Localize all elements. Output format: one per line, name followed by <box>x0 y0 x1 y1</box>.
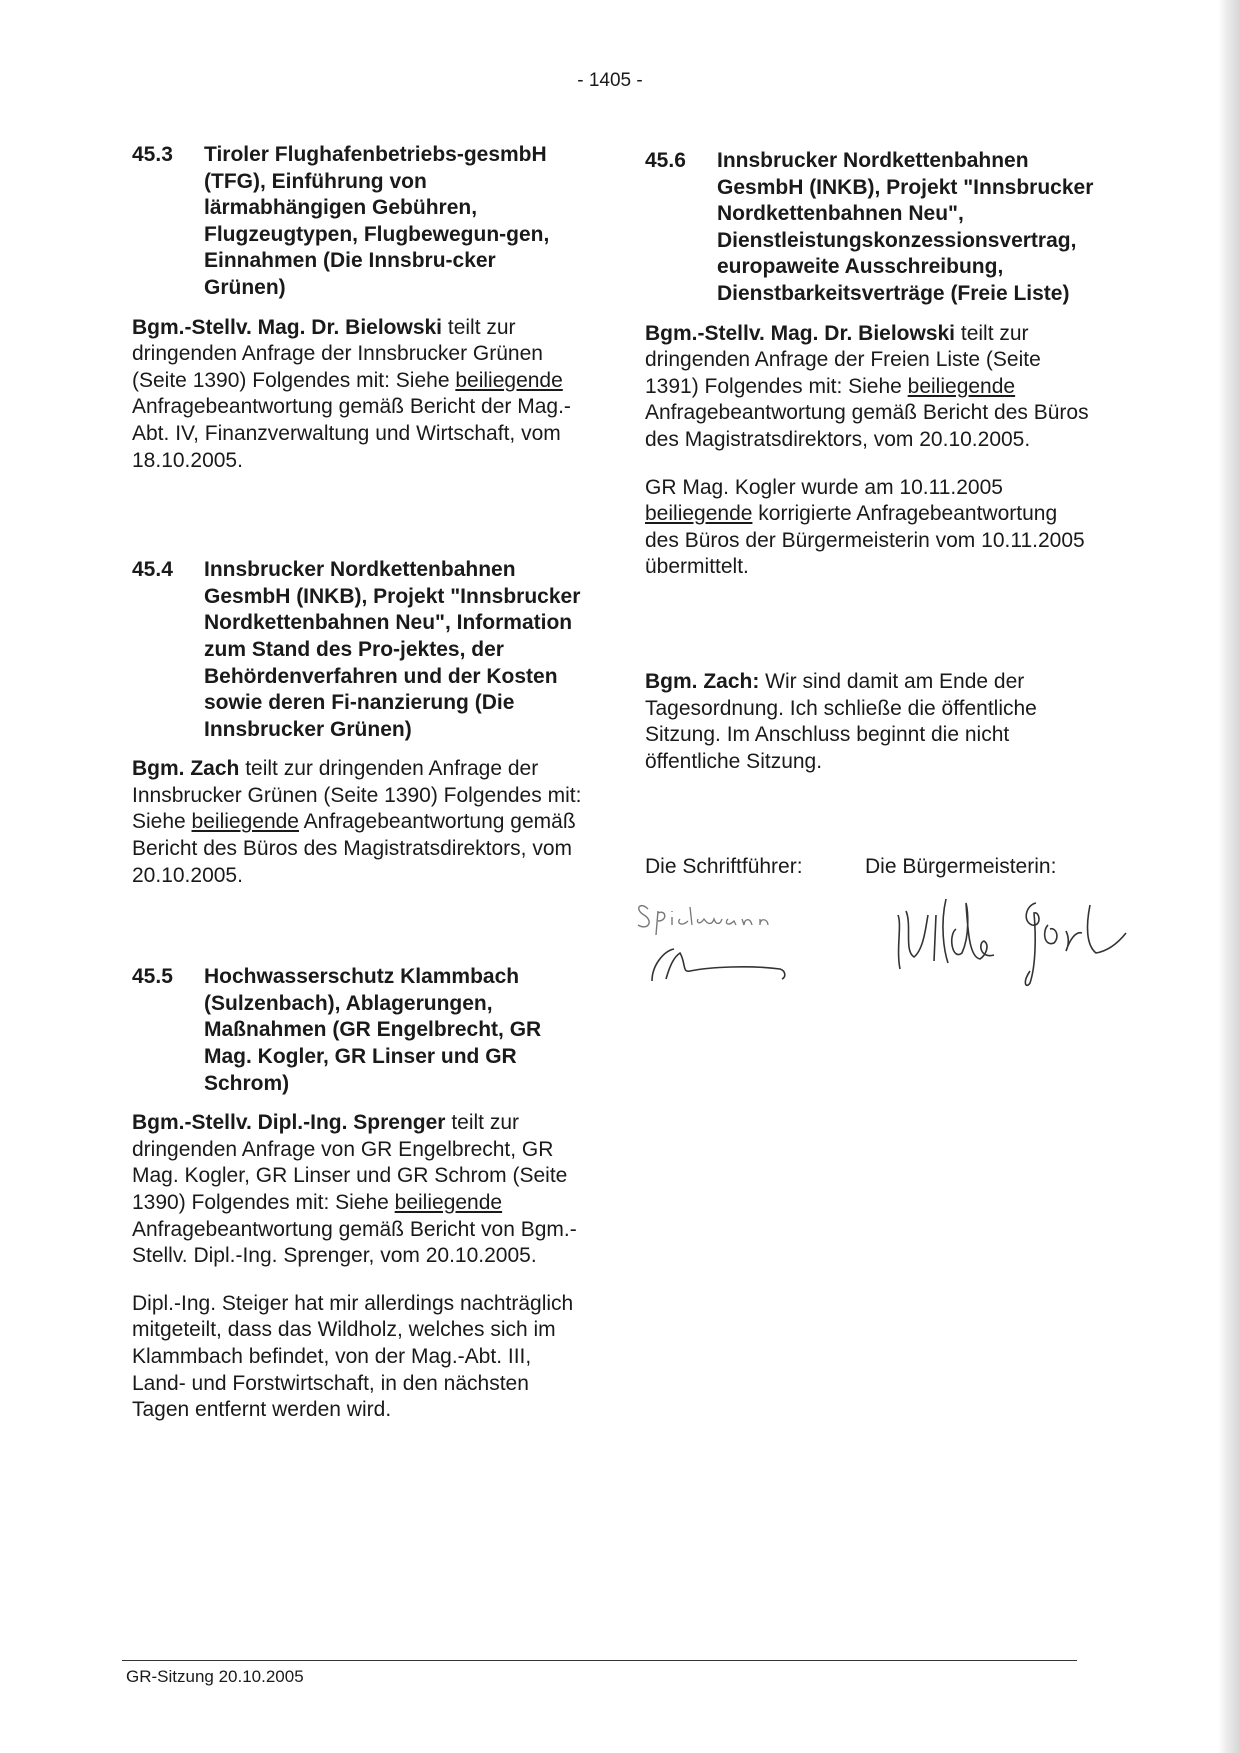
kogler-note: GR Mag. Kogler wurde am 10.11.2005 beiliegende korrigierte Anfragebeantwortung des Büros der Bürgermeisterin vom 10.11.2005 übermittelt. <box>645 475 1085 579</box>
item-number: 45.3 <box>132 143 173 166</box>
item-body: Bgm.-Stellv. Mag. Dr. Bielowski teilt zur dringenden Anfrage der Freien Liste (Seite 1391) Folgendes mit: Siehe beiliegende Anfragebeantwortung gemäß Bericht des Büros des Magistratsdirektors, vom 20.10.2005. <box>645 321 1089 451</box>
item-note: Dipl.-Ing. Steiger hat mir allerdings nachträglich mitgeteilt, dass das Wildholz, welches sich im Klammbach befindet, von der Mag.-Abt. III, Land- und Forstwirtschaft, in den nächsten Tagen entfernt werden wird. <box>132 1291 574 1422</box>
secretary-signatures <box>630 889 830 989</box>
right-column <box>645 148 1095 989</box>
item-number: 45.6 <box>645 149 686 172</box>
item-title: Hochwasserschutz Klammbach (Sulzenbach), Ablagerungen, Maßnahmen (GR Engelbrecht, GR Mag. Kogler, GR Linser und GR Schrom) <box>204 965 542 1095</box>
closing-statement: Bgm. Zach: Wir sind damit am Ende der Tagesordnung. Ich schließe die öffentliche Sitzung. Im Anschluss beginnt die nicht öffentliche Sitzung. <box>645 669 1037 773</box>
underlined-word: beiliegende <box>394 1191 503 1214</box>
speaker-name: Bgm. Zach <box>132 757 240 781</box>
agenda-item-45-6 <box>645 148 1095 581</box>
agenda-item-45-5 <box>132 964 582 1424</box>
speaker-name: Bgm.-Stellv. Mag. Dr. Bielowski <box>132 315 443 339</box>
underlined-word: beiliegende <box>455 368 563 392</box>
underlined-word: beiliegende <box>907 374 1016 398</box>
speaker-name: Bgm.-Stellv. Dipl.-Ing. Sprenger <box>132 1111 446 1135</box>
item-title: Innsbrucker Nordkettenbahnen GesmbH (INKB), Projekt "Innsbrucker Nordkettenbahnen Neu", Dienstleistungskonzessionsvertrag, europaweite Ausschreibung, Dienstbarkeitsverträge (Freie Liste) <box>717 149 1094 305</box>
signatures-area <box>645 879 1095 989</box>
item-title: Innsbrucker Nordkettenbahnen GesmbH (INKB), Projekt "Innsbrucker Nordkettenbahnen Neu", Information zum Stand des Pro-jektes, der Behördenverfahren und der Kosten sowie deren Fi-nanzierung (Die Innsbrucker Grünen) <box>204 558 581 741</box>
item-body: Bgm.-Stellv. Dipl.-Ing. Sprenger teilt zur dringenden Anfrage von GR Engelbrecht, GR Mag. Kogler, GR Linser und GR Schrom (Seite 1390) Folgendes mit: Siehe beiliegende Anfragebeantwortung gemäß Bericht von Bgm.-Stellv. Dipl.-Ing. Sprenger, vom 20.10.2005. <box>132 1111 577 1268</box>
speaker-name: Bgm. Zach: <box>645 669 760 693</box>
page-number: - 1405 - <box>577 70 643 91</box>
agenda-item-45-4 <box>132 557 582 889</box>
agenda-item-45-3 <box>132 142 582 474</box>
item-number: 45.5 <box>132 965 173 989</box>
left-column <box>132 142 582 1445</box>
signature-label-secretaries: Die Schriftführer: <box>645 855 803 879</box>
item-body: Bgm.-Stellv. Mag. Dr. Bielowski teilt zur dringenden Anfrage der Innsbrucker Grünen (Seite 1390) Folgendes mit: Siehe beiliegende Anfragebeantwortung gemäß Bericht der Mag.-Abt. IV, Finanzverwaltung und Wirtschaft, vom 18.10.2005. <box>132 315 571 472</box>
signature-label-mayor: Die Bürgermeisterin: <box>865 855 1057 879</box>
item-body: Bgm. Zach teilt zur dringenden Anfrage der Innsbrucker Grünen (Seite 1390) Folgendes mit: Siehe beiliegende Anfragebeantwortung gemäß Bericht des Büros des Magistratsdirektors, vom 20.10.2005. <box>132 757 582 887</box>
scan-edge-shadow <box>1218 0 1240 1753</box>
mayor-signature <box>890 885 1140 995</box>
footer-text: GR-Sitzung 20.10.2005 <box>126 1667 304 1686</box>
item-number: 45.4 <box>132 558 173 582</box>
speaker-name: Bgm.-Stellv. Mag. Dr. Bielowski <box>645 321 956 345</box>
underlined-word: beiliegende <box>191 810 299 834</box>
signature-labels <box>645 855 1095 879</box>
footer-rule <box>122 1660 1077 1661</box>
underlined-word: beiliegende <box>645 502 753 526</box>
item-title: Tiroler Flughafenbetriebs-gesmbH (TFG), Einführung von lärmabhängigen Gebühren, Flugzeugtypen, Flugbewegun-gen, Einnahmen (Die Innsbru-cker Grünen) <box>204 143 550 299</box>
